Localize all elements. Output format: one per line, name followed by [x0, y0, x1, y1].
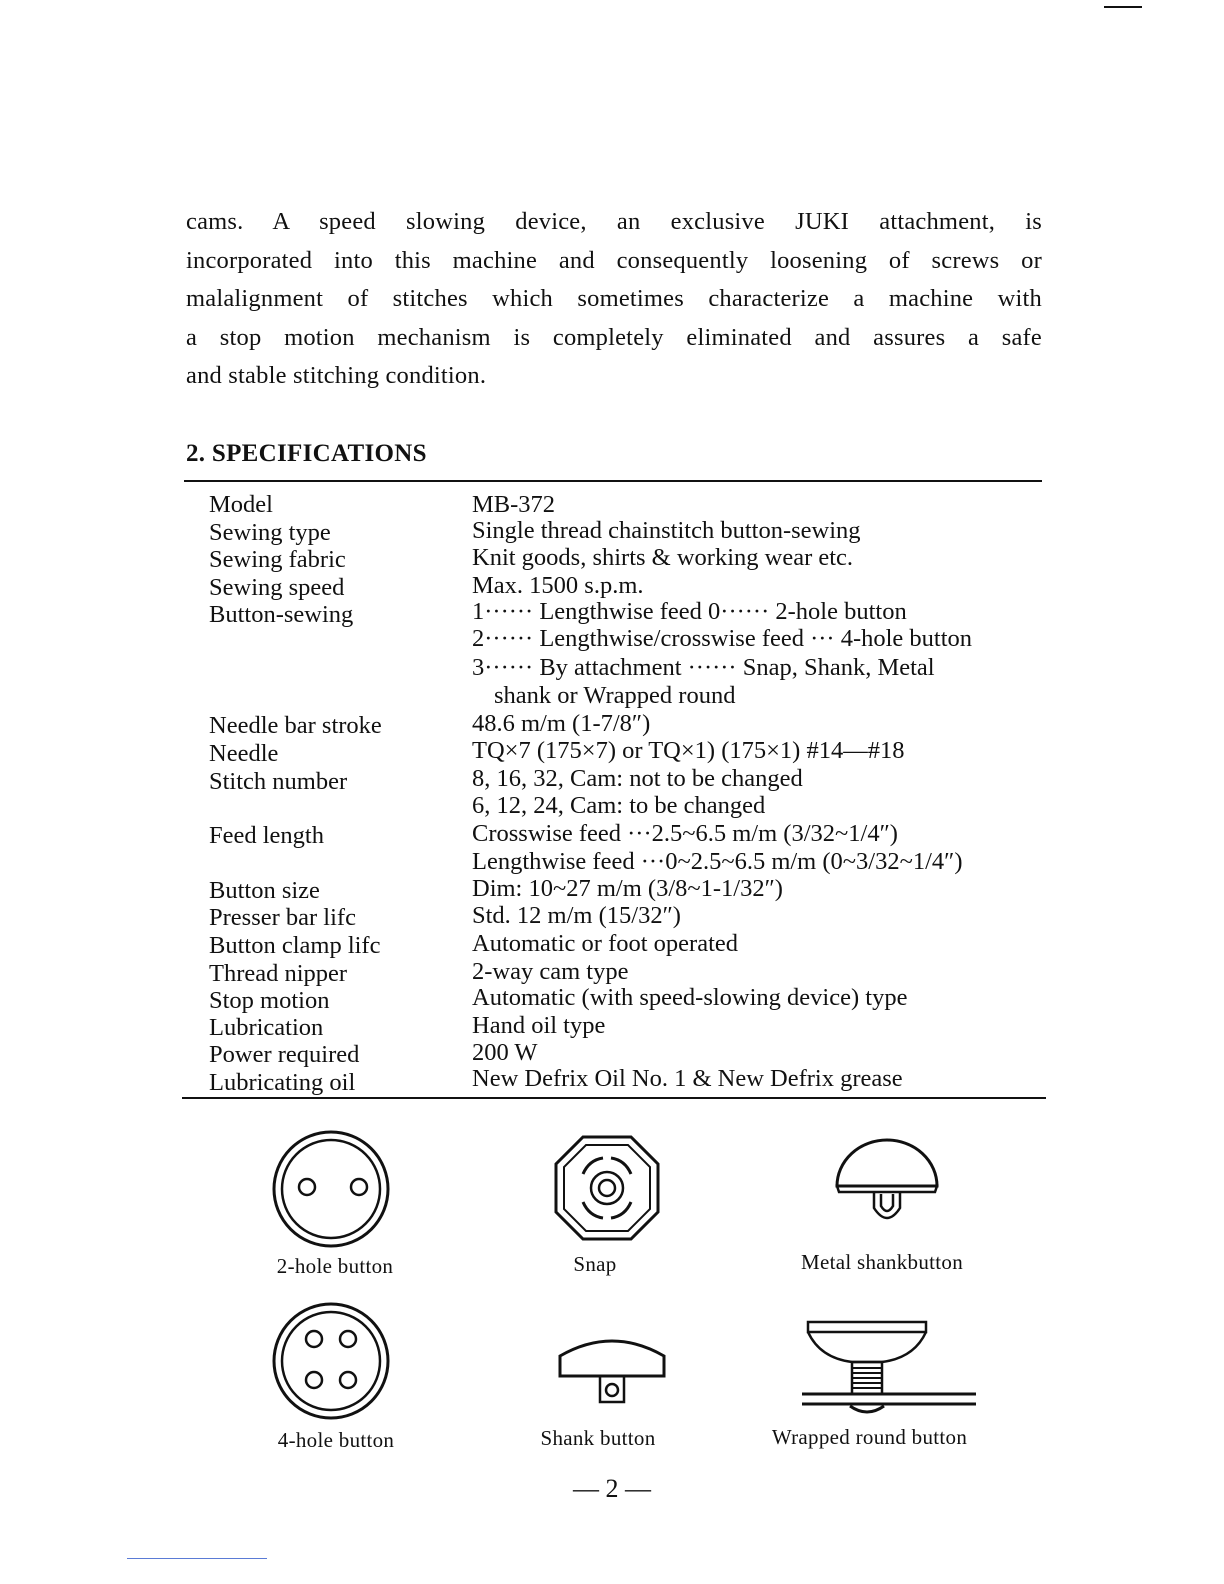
spec-value-stitch-number-1: 8, 16, 32, Cam: not to be changed	[472, 765, 803, 792]
snap-icon	[553, 1134, 661, 1242]
spec-value-feed-length-1: Crosswise feed ···2.5~6.5 m/m (3/32~1/4″)	[472, 820, 898, 847]
caption-metal-shank: Metal shankbutton	[801, 1250, 963, 1274]
spec-value-sewing-fabric: Knit goods, shirts & working wear etc.	[472, 544, 854, 571]
spec-value-lubrication: Hand oil type	[472, 1012, 606, 1039]
spec-label-lubricating-oil: Lubricating oil	[209, 1069, 356, 1096]
spec-value-thread-nipper: 2-way cam type	[472, 958, 629, 985]
spec-value-button-sewing-3: 3······ By attachment ······ Snap, Shank, Metal	[472, 654, 935, 681]
spec-value-sewing-speed: Max. 1500 s.p.m.	[472, 572, 644, 599]
spec-value-sewing-type: Single thread chainstitch button-sewing	[472, 517, 861, 544]
spec-label-thread-nipper: Thread nipper	[209, 960, 348, 987]
spec-label-needle: Needle	[209, 740, 279, 767]
caption-four-hole: 4-hole button	[277, 1428, 395, 1452]
spec-label-model: Model	[209, 491, 273, 518]
spec-value-stop-motion: Automatic (with speed-slowing device) type	[472, 984, 908, 1011]
section-heading: 2. SPECIFICATIONS	[186, 440, 427, 467]
spec-value-feed-length-2: Lengthwise feed ···0~2.5~6.5 m/m (0~3/32~1/4″)	[472, 848, 963, 875]
spec-label-needle-bar-stroke: Needle bar stroke	[209, 712, 382, 739]
spec-value-stitch-number-2: 6, 12, 24, Cam: to be changed	[472, 792, 766, 819]
spec-value-lubricating-oil: New Defrix Oil No. 1 & New Defrix grease	[472, 1065, 903, 1092]
spec-label-sewing-type: Sewing type	[209, 519, 331, 546]
page-number: — 2 —	[573, 1474, 651, 1503]
spec-value-power-required: 200 W	[472, 1039, 538, 1066]
spec-label-power-required: Power required	[209, 1041, 360, 1068]
spec-label-stop-motion: Stop motion	[209, 987, 330, 1014]
spec-value-button-sewing-4: shank or Wrapped round	[494, 682, 736, 709]
intro-line: incorporated into this machine and consequently loosening of screws or	[186, 246, 1042, 274]
spec-label-stitch-number: Stitch number	[209, 768, 348, 795]
spec-label-button-size: Button size	[209, 877, 320, 904]
spec-value-button-sewing-2: 2······ Lengthwise/crosswise feed ··· 4-hole button	[472, 625, 973, 652]
spec-value-needle: TQ×7 (175×7) or TQ×1) (175×1) #14—#18	[472, 737, 905, 764]
corner-mark	[1104, 6, 1142, 8]
spec-label-feed-length: Feed length	[209, 822, 324, 849]
spec-value-button-clamp-lift: Automatic or foot operated	[472, 930, 739, 957]
intro-line: cams. A speed slowing device, an exclusive JUKI attachment, is	[186, 208, 1042, 235]
spec-label-presser-bar-lift: Presser bar lifc	[209, 904, 356, 931]
caption-wrapped-round: Wrapped round button	[771, 1425, 968, 1449]
spec-value-model: MB-372	[472, 491, 556, 518]
intro-line: a stop motion mechanism is completely eliminated and assures a safe	[186, 323, 1042, 351]
spec-label-sewing-fabric: Sewing fabric	[209, 546, 346, 573]
four-hole-button-icon	[270, 1300, 392, 1422]
intro-line: and stable stitching condition.	[186, 362, 487, 389]
spec-value-needle-bar-stroke: 48.6 m/m (1-7/8″)	[472, 710, 651, 737]
caption-shank: Shank button	[540, 1426, 656, 1450]
metal-shank-button-icon	[832, 1138, 942, 1228]
spec-label-lubrication: Lubrication	[209, 1014, 324, 1041]
caption-two-hole: 2-hole button	[276, 1254, 394, 1278]
scan-line	[127, 1558, 267, 1559]
two-hole-button-icon	[270, 1128, 392, 1250]
intro-paragraph	[186, 203, 1042, 396]
intro-line: malalignment of stitches which sometimes characterize a machine with	[186, 285, 1042, 312]
spec-value-button-size: Dim: 10~27 m/m (3/8~1-1/32″)	[472, 875, 783, 902]
shank-button-icon	[556, 1334, 668, 1410]
spec-label-button-sewing: Button-sewing	[209, 601, 354, 628]
wrapped-round-button-icon	[800, 1318, 980, 1418]
caption-snap: Snap	[573, 1252, 617, 1276]
spec-value-presser-bar-lift: Std. 12 m/m (15/32″)	[472, 902, 681, 929]
table-bottom-rule	[182, 1097, 1046, 1099]
spec-value-button-sewing-1: 1······ Lengthwise feed 0······ 2-hole button	[472, 598, 907, 625]
table-top-rule	[184, 480, 1042, 482]
spec-label-sewing-speed: Sewing speed	[209, 574, 345, 601]
spec-label-button-clamp-lift: Button clamp lifc	[209, 932, 381, 959]
